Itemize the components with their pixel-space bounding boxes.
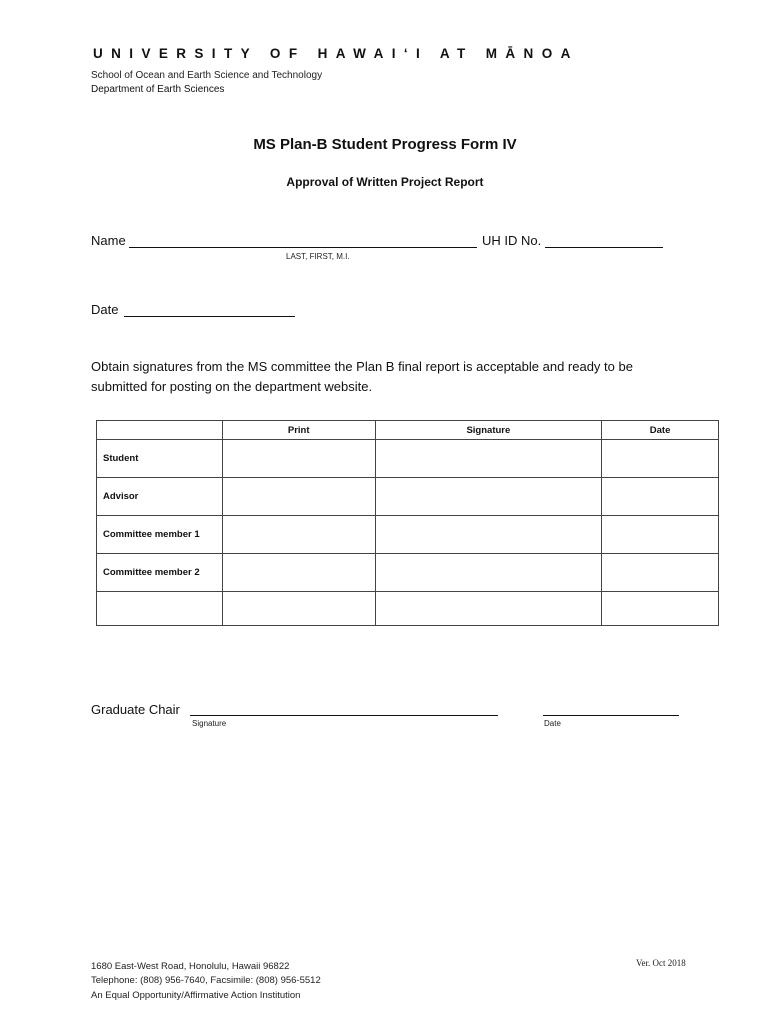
signature-table — [96, 420, 719, 626]
table-header — [97, 421, 223, 440]
table-header-print: Print — [222, 421, 375, 440]
form-title: MS Plan-B Student Progress Form IV — [253, 136, 517, 153]
row-label-committee-2: Committee member 2 — [97, 554, 223, 592]
print-cell[interactable] — [222, 440, 375, 478]
chair-signature-field[interactable] — [190, 715, 498, 716]
table-header-row — [97, 421, 719, 440]
graduate-chair-label: Graduate Chair — [91, 702, 180, 717]
table-row — [97, 440, 719, 478]
print-cell[interactable] — [222, 478, 375, 516]
version-label: Ver. Oct 2018 — [636, 958, 686, 968]
date-cell[interactable] — [602, 478, 719, 516]
signature-cell[interactable] — [375, 516, 602, 554]
uhid-field[interactable] — [545, 247, 663, 248]
university-name: UNIVERSITY OF HAWAI‘I AT MĀNOA — [93, 46, 579, 61]
print-cell[interactable] — [222, 592, 375, 626]
school-name: School of Ocean and Earth Science and Technology — [91, 70, 323, 81]
date-cell[interactable] — [602, 440, 719, 478]
signature-cell[interactable] — [375, 592, 602, 626]
row-label-advisor: Advisor — [97, 478, 223, 516]
signature-cell[interactable] — [375, 440, 602, 478]
date-cell[interactable] — [602, 554, 719, 592]
name-field[interactable] — [129, 247, 477, 248]
uhid-label: UH ID No. — [482, 233, 542, 248]
date-field[interactable] — [124, 316, 295, 317]
name-hint: LAST, FIRST, M.I. — [286, 252, 350, 261]
print-cell[interactable] — [222, 516, 375, 554]
date-label: Date — [91, 302, 119, 317]
chair-date-hint: Date — [544, 719, 561, 728]
signature-cell[interactable] — [375, 478, 602, 516]
form-subtitle: Approval of Written Project Report — [286, 175, 484, 189]
department-name: Department of Earth Sciences — [91, 84, 225, 95]
table-header-date: Date — [602, 421, 719, 440]
table-row — [97, 554, 719, 592]
name-label: Name — [91, 233, 126, 248]
date-cell[interactable] — [602, 592, 719, 626]
row-label-committee-1: Committee member 1 — [97, 516, 223, 554]
table-header-signature: Signature — [375, 421, 602, 440]
footer-address: 1680 East-West Road, Honolulu, Hawaii 96822 — [91, 961, 290, 972]
row-label-student: Student — [97, 440, 223, 478]
chair-date-field[interactable] — [543, 715, 679, 716]
footer-eeo: An Equal Opportunity/Affirmative Action Institution — [91, 990, 301, 1001]
table-row — [97, 592, 719, 626]
instructions: Obtain signatures from the MS committee the Plan B final report is acceptable and ready to be submitted for posting on the department website. — [91, 359, 633, 394]
table-row — [97, 478, 719, 516]
footer-phone: Telephone: (808) 956-7640, Facsimile: (808) 956-5512 — [91, 975, 321, 986]
signature-cell[interactable] — [375, 554, 602, 592]
print-cell[interactable] — [222, 554, 375, 592]
row-label-blank[interactable] — [97, 592, 223, 626]
table-row — [97, 516, 719, 554]
date-cell[interactable] — [602, 516, 719, 554]
chair-signature-hint: Signature — [192, 719, 227, 728]
